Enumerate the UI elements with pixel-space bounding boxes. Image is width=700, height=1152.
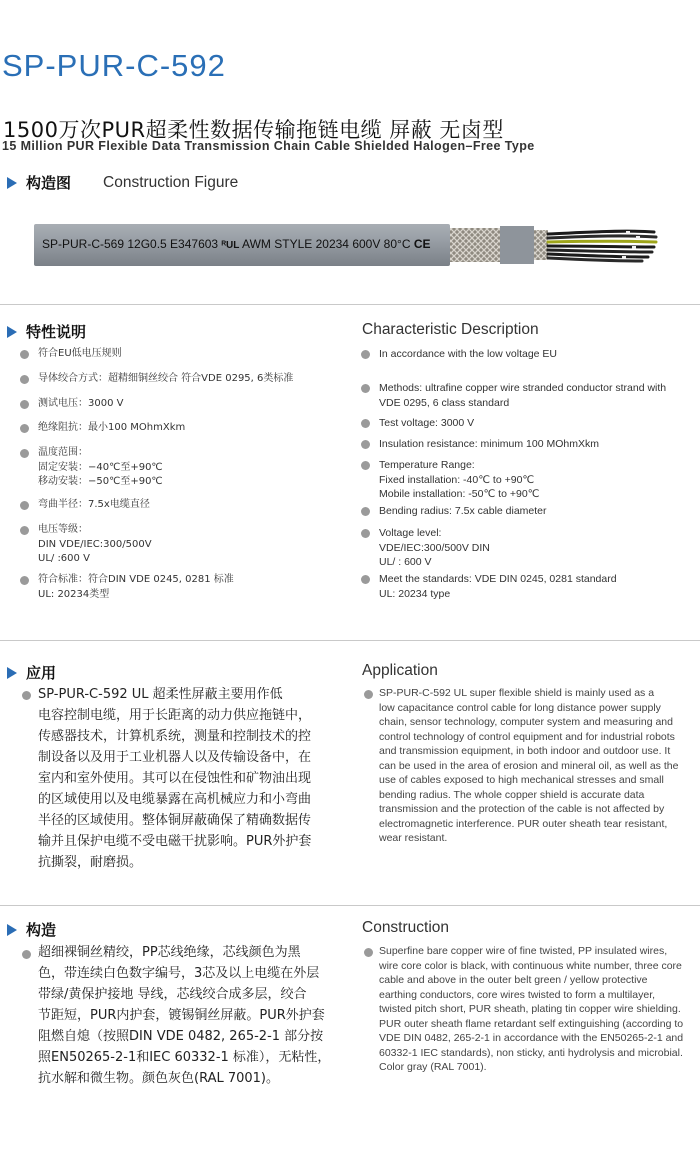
characteristic-item bbox=[38, 446, 163, 490]
paragraph-line: 电容控制电缆，用于长距离的动力供应拖链中， bbox=[38, 708, 312, 723]
chevron-right-icon bbox=[6, 923, 18, 937]
bullet-icon bbox=[20, 501, 29, 510]
paragraph-line: SP-PUR-C-592 UL super flexible shield is mainly used as a bbox=[379, 687, 655, 699]
paragraph-line: chain, sensor technology, computer system and measuring and bbox=[379, 716, 673, 728]
paragraph-line: 抗撕裂，耐磨损。 bbox=[38, 855, 143, 870]
characteristic-line: Temperature Range: bbox=[379, 459, 475, 471]
characteristic-item bbox=[379, 347, 557, 362]
paragraph-line: cable and above in the outer belt green / yellow protective bbox=[379, 974, 648, 986]
construction-heading-cn bbox=[6, 919, 56, 940]
bullet-icon bbox=[20, 424, 29, 433]
section-divider bbox=[0, 304, 700, 305]
paragraph-line: 带绿/黄保护接地 导线，芯线绞合成多层，绞合 bbox=[38, 987, 307, 1002]
chevron-right-icon bbox=[6, 176, 18, 190]
characteristics-heading-cn bbox=[6, 321, 86, 342]
application-title-en: Application bbox=[362, 662, 438, 679]
paragraph-line: 超细裸铜丝精绞，PP芯线绝缘，芯线颜色为黑 bbox=[38, 945, 301, 960]
application-text-en bbox=[379, 686, 697, 846]
paragraph-line: control technology of control equipment and for industrial robots bbox=[379, 730, 675, 743]
characteristic-line: 弯曲半径：7.5x电缆直径 bbox=[38, 499, 150, 510]
characteristic-item bbox=[38, 523, 152, 567]
paragraph-line: wire core color is black, with continuous white number, three core bbox=[379, 959, 682, 972]
bullet-icon bbox=[361, 419, 370, 428]
characteristic-item bbox=[379, 504, 547, 519]
characteristics-title-cn: 特性说明 bbox=[26, 323, 87, 341]
bullet-icon bbox=[20, 576, 29, 585]
paragraph-line: 抗水解和微生物。颜色灰色(RAL 7001)。 bbox=[38, 1071, 280, 1086]
characteristic-line: UL: 20234类型 bbox=[38, 588, 110, 600]
characteristic-line: Methods: ultrafine copper wire stranded conductor strand with bbox=[379, 382, 667, 394]
bullet-icon bbox=[364, 690, 373, 699]
cable-print-tail: AWM STYLE 20234 600V 80°C bbox=[242, 237, 411, 251]
characteristic-line: Fixed installation: -40℃ to +90℃ bbox=[379, 473, 535, 486]
bullet-icon bbox=[361, 529, 370, 538]
characteristic-line: Meet the standards: VDE DIN 0245, 0281 standard bbox=[379, 573, 617, 585]
application-heading-cn bbox=[6, 662, 56, 683]
ul-mark: ᴿUL bbox=[221, 240, 240, 251]
characteristic-line: 固定安装：−40℃至+90℃ bbox=[38, 461, 163, 473]
construction-figure-label-cn: 构造图 bbox=[26, 174, 72, 192]
characteristic-line: 移动安装：−50℃至+90℃ bbox=[38, 476, 163, 487]
characteristic-item bbox=[379, 381, 666, 410]
paragraph-line: 60332-1 IEC standards), non sticky, anti hydrolysis and microbial. bbox=[379, 1046, 683, 1059]
paragraph-line: low capacitance control cable for long distance power supply bbox=[379, 701, 661, 714]
paragraph-line: wear resistant. bbox=[379, 832, 448, 844]
characteristic-item bbox=[379, 526, 490, 570]
paragraph-line: 输并且保护电缆不受电磁干扰影响。PUR外护套 bbox=[38, 834, 312, 849]
construction-title-cn: 构造 bbox=[26, 921, 57, 939]
bullet-icon bbox=[20, 449, 29, 458]
paragraph-line: VDE DIN 0482, 265-2-1 in accordance with the EN50265-2-1 and bbox=[379, 1032, 684, 1044]
characteristic-line: DIN VDE/IEC:300/500V bbox=[38, 538, 152, 550]
paragraph-line: transmission and the protection of the cable is not affected by bbox=[379, 803, 665, 815]
characteristic-line: 绝缘阻抗：最小100 MOhmXkm bbox=[38, 422, 186, 433]
paragraph-line: use of cables exposed to high mechanical stresses and small bbox=[379, 774, 664, 786]
paragraph-line: Superfine bare copper wire of fine twisted, PP insulated wires, bbox=[379, 945, 668, 957]
characteristics-title-en: Characteristic Description bbox=[362, 321, 539, 338]
bullet-icon bbox=[361, 575, 370, 584]
characteristic-line: UL/ :600 V bbox=[38, 553, 90, 564]
characteristic-line: In accordance with the low voltage EU bbox=[379, 348, 558, 360]
construction-figure-label-en: Construction Figure bbox=[103, 173, 239, 191]
paragraph-line: 的区域使用以及电缆暴露在高机械应力和小弯曲 bbox=[38, 792, 312, 807]
cable-print bbox=[42, 237, 431, 251]
characteristic-line: VDE 0295, 6 class standard bbox=[379, 396, 510, 409]
characteristic-item bbox=[379, 437, 599, 452]
construction-figure-heading bbox=[6, 172, 238, 193]
paragraph-line: 室内和室外使用。其可以在侵蚀性和矿物油出现 bbox=[38, 771, 312, 786]
paragraph-line: Color gray (RAL 7001). bbox=[379, 1061, 487, 1073]
product-model: SP-PUR-C-592 bbox=[2, 48, 226, 83]
paragraph-line: PUR outer sheath flame retardant self extinguishing (according to bbox=[379, 1017, 684, 1030]
characteristic-line: Insulation resistance: minimum 100 MOhmXkm bbox=[379, 438, 599, 450]
chevron-right-icon bbox=[6, 325, 18, 339]
characteristic-line: Test voltage: 3000 V bbox=[379, 417, 475, 429]
paragraph-line: electromagnetic interference. PUR outer sheath tear resistant, bbox=[379, 817, 668, 830]
characteristic-item bbox=[38, 498, 150, 513]
characteristic-item bbox=[38, 347, 122, 362]
bullet-icon bbox=[20, 375, 29, 384]
page-title-cn: 1500万次PUR超柔性数据传输拖链电缆 屏蔽 无卤型 bbox=[3, 118, 504, 142]
paragraph-line: twisted pitch short, PUR sheath, plating tin copper wire shielding. bbox=[379, 1003, 681, 1015]
bullet-icon bbox=[361, 461, 370, 470]
characteristic-line: UL/ : 600 V bbox=[379, 556, 432, 568]
characteristic-line: 温度范围： bbox=[38, 447, 88, 458]
characteristic-item bbox=[38, 573, 234, 602]
characteristic-line: UL: 20234 type bbox=[379, 587, 451, 600]
section-divider bbox=[0, 905, 700, 906]
paragraph-line: 照EN50265-2-1和IEC 60332-1 标准），无粘性， bbox=[38, 1050, 331, 1065]
characteristic-item bbox=[38, 372, 293, 387]
chevron-right-icon bbox=[6, 666, 18, 680]
characteristic-line: 电压等级： bbox=[38, 524, 88, 535]
bullet-icon bbox=[361, 384, 370, 393]
characteristic-line: Mobile installation: -50℃ to +90℃ bbox=[379, 488, 540, 500]
paragraph-line: 传感器技术，计算机系统，测量和控制技术的控 bbox=[38, 729, 312, 744]
ce-mark: CE bbox=[413, 237, 431, 251]
bullet-icon bbox=[364, 948, 373, 957]
paragraph-line: SP-PUR-C-592 UL 超柔性屏蔽主要用作低 bbox=[38, 687, 283, 702]
bullet-icon bbox=[22, 691, 31, 700]
characteristic-item bbox=[38, 421, 185, 436]
cable-illustration bbox=[34, 214, 664, 278]
characteristic-line: VDE/IEC:300/500V DIN bbox=[379, 541, 490, 554]
paragraph-line: earthing conductors, core wires twisted to form a multilayer, bbox=[379, 988, 656, 1001]
bullet-icon bbox=[361, 350, 370, 359]
characteristic-line: 测试电压：3000 V bbox=[38, 398, 124, 409]
construction-text-cn bbox=[38, 942, 338, 1089]
application-title-cn: 应用 bbox=[26, 664, 57, 682]
application-text-cn bbox=[38, 684, 338, 873]
paragraph-line: bending radius. The whole copper shield is accurate data bbox=[379, 788, 645, 801]
construction-text-en bbox=[379, 944, 697, 1075]
bullet-icon bbox=[361, 507, 370, 516]
paragraph-line: 制设备以及用于工业机器人以及传输设备中，在 bbox=[38, 750, 312, 765]
bullet-icon bbox=[20, 526, 29, 535]
paragraph-line: and transmission equipment, in both indoor and outdoor use. It bbox=[379, 745, 671, 757]
bullet-icon bbox=[20, 400, 29, 409]
paragraph-line: 色，带连续白色数字编号，3芯及以上电缆在外层 bbox=[38, 966, 320, 981]
characteristic-line: 符合EU低电压规则 bbox=[38, 348, 122, 359]
paragraph-line: 半径的区域使用。整体铜屏蔽确保了精确数据传 bbox=[38, 813, 312, 828]
cable-print-text: SP-PUR-C-569 12G0.5 E347603 bbox=[42, 237, 219, 251]
characteristic-line: Bending radius: 7.5x cable diameter bbox=[379, 505, 547, 517]
characteristic-item bbox=[379, 416, 474, 431]
characteristic-line: Voltage level: bbox=[379, 527, 442, 539]
characteristic-item bbox=[379, 458, 539, 502]
paragraph-line: 阻燃自熄（按照DIN VDE 0482, 265-2-1 部分按 bbox=[38, 1029, 324, 1044]
paragraph-line: can be used in the area of erosion and mineral oil, as well as the bbox=[379, 759, 679, 772]
characteristic-line: 导体绞合方式：超精细铜丝绞合 符合VDE 0295, 6类标准 bbox=[38, 373, 294, 384]
characteristic-item bbox=[379, 572, 617, 601]
characteristic-item bbox=[38, 397, 123, 412]
page-title-en: 15 Million PUR Flexible Data Transmission Chain Cable Shielded Halogen–Free Type bbox=[2, 139, 535, 153]
paragraph-line: 节距短，PUR内护套，镀锡铜丝屏蔽。PUR外护套 bbox=[38, 1008, 325, 1023]
bullet-icon bbox=[22, 950, 31, 959]
bullet-icon bbox=[20, 350, 29, 359]
construction-title-en: Construction bbox=[362, 919, 450, 936]
characteristic-line: 符合标准：符合DIN VDE 0245, 0281 标准 bbox=[38, 574, 234, 585]
bullet-icon bbox=[361, 440, 370, 449]
section-divider bbox=[0, 640, 700, 641]
